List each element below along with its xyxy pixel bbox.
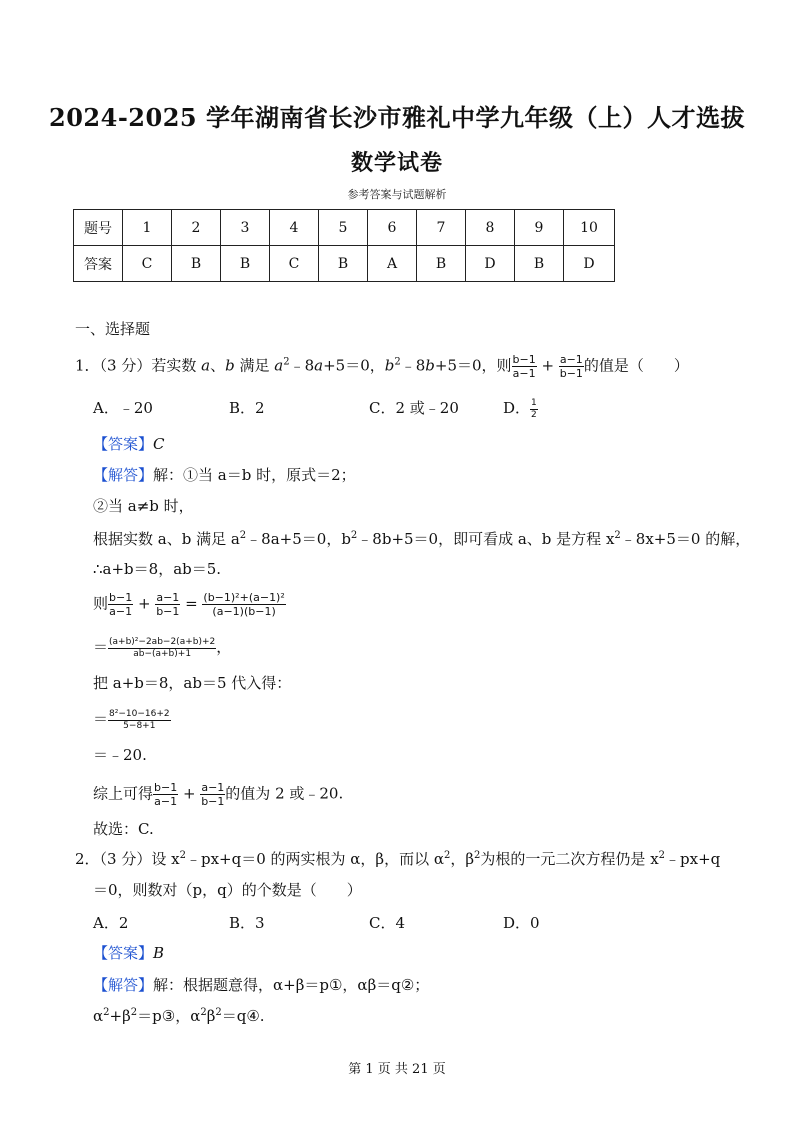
- var: b: [384, 356, 395, 375]
- numerator: b−1: [109, 591, 133, 604]
- answer-value: B: [153, 944, 165, 962]
- answer-table-cell: 7: [417, 210, 466, 246]
- numerator: a−1: [559, 353, 583, 366]
- solution-label: 【解答】: [93, 466, 154, 484]
- solution-line: [93, 636, 231, 659]
- answer-table-cell: C: [123, 246, 172, 282]
- exponent: 2: [239, 530, 247, 541]
- var: a: [314, 356, 324, 375]
- text: ﹣8: [289, 356, 315, 375]
- denominator: ab−(a+b)+1: [133, 648, 192, 659]
- answer-table-cell: B: [319, 246, 368, 282]
- numerator: a−1: [156, 591, 180, 604]
- answer-table-cell: 4: [270, 210, 319, 246]
- denominator: a−1: [512, 367, 536, 380]
- answer-table-cell: 6: [368, 210, 417, 246]
- fraction: [512, 354, 537, 379]
- fraction: [108, 592, 133, 617]
- answer-table: [73, 209, 615, 282]
- answer-table-cell: 3: [221, 210, 270, 246]
- page-footer: 第 1 页 共 21 页: [348, 1062, 446, 1077]
- solution-line: [93, 1005, 265, 1027]
- text: ＝p③，α: [137, 1007, 201, 1025]
- exam-title-line1: 2024-2025 学年湖南省长沙市雅礼中学九年级（上）人才选拔: [49, 103, 745, 132]
- text: ﹣8b+5＝0，即可看成 a、b 是方程 x: [357, 530, 615, 548]
- var: a: [274, 356, 284, 375]
- operator: ＝: [93, 710, 109, 728]
- answer-table-row-answers: [74, 246, 615, 282]
- question-2-options: [93, 912, 693, 936]
- text: β: [206, 1007, 216, 1025]
- option-b: B．2: [229, 399, 265, 417]
- exam-title-line2: 数学试卷: [350, 150, 443, 176]
- text: ，: [216, 638, 232, 656]
- text: 为根的一元二次方程仍是 x: [480, 850, 659, 868]
- answer-table-cell: D: [564, 246, 615, 282]
- solution-label: 【解答】: [93, 976, 154, 994]
- text: 根据实数 a、b 满足 a: [93, 530, 240, 548]
- operator: ＝: [93, 638, 109, 656]
- exponent: 2: [474, 850, 481, 861]
- solution-line: [93, 974, 429, 996]
- answer-table-cell: 8: [466, 210, 515, 246]
- var: b: [225, 356, 235, 375]
- text: 解：①当 a＝b 时，原式＝2；: [153, 466, 356, 484]
- exponent: 2: [103, 1007, 110, 1018]
- question-2-stem: [75, 848, 720, 870]
- numerator: b−1: [154, 781, 178, 794]
- question-number: 1．（3 分）若实数: [75, 356, 202, 375]
- exponent: 2: [614, 530, 621, 541]
- solution-line: [93, 528, 750, 550]
- text: 解：根据题意得，α+β＝p①，αβ＝q②；: [153, 976, 430, 994]
- numerator: 8²−10−16+2: [109, 708, 170, 719]
- fraction: [108, 638, 216, 659]
- option-b: B．3: [229, 914, 265, 932]
- numerator: (b−1)²+(a−1)²: [203, 591, 285, 604]
- exponent: 2: [350, 530, 358, 541]
- option-d: D．0: [503, 914, 540, 932]
- denominator: b−1: [201, 795, 225, 808]
- text: ﹣px+q＝0 的两实根为 α，β，而以 α: [185, 850, 444, 868]
- answer-table-header: 答案: [74, 246, 123, 282]
- answer-table-cell: B: [515, 246, 564, 282]
- solution-line: [93, 464, 356, 486]
- fraction: [200, 782, 225, 807]
- question-1-stem: [75, 354, 689, 379]
- text: 综上可得: [93, 784, 154, 803]
- text: ﹣8x+5＝0 的解，: [620, 530, 751, 548]
- answer-table-cell: B: [417, 246, 466, 282]
- text: 2．（3 分）设 x: [75, 850, 180, 868]
- option-c: C．4: [369, 914, 406, 932]
- fraction: [155, 592, 180, 617]
- text: 则: [93, 594, 109, 613]
- denominator: a−1: [109, 605, 133, 618]
- denominator: a−1: [154, 795, 178, 808]
- text: 的值是（ ）: [583, 356, 689, 375]
- answer-table-cell: 1: [123, 210, 172, 246]
- var: a: [201, 356, 211, 375]
- text: +5＝0，则: [434, 356, 512, 375]
- exponent: 2: [283, 356, 290, 368]
- fraction: [153, 782, 178, 807]
- exponent: 2: [179, 850, 186, 861]
- option-a: A．2: [93, 914, 129, 932]
- numerator: a−1: [201, 781, 225, 794]
- numerator: 1: [531, 397, 537, 408]
- exponent: 2: [658, 850, 666, 861]
- exponent: 2: [443, 850, 451, 861]
- text: α: [93, 1007, 104, 1025]
- text: 满足: [234, 356, 275, 375]
- solution-line: [93, 782, 343, 807]
- answer-table-cell: 5: [319, 210, 368, 246]
- answer-table-cell: D: [466, 246, 515, 282]
- fraction: [559, 354, 584, 379]
- answer-table-cell: B: [221, 246, 270, 282]
- numerator: (a+b)²−2ab−2(a+b)+2: [109, 636, 216, 647]
- text: ﹣8a+5＝0，b: [246, 530, 351, 548]
- answer-table-cell: C: [270, 246, 319, 282]
- answer-table-cell: 9: [515, 210, 564, 246]
- denominator: 2: [531, 409, 537, 420]
- operator: +: [133, 594, 156, 613]
- denominator: (a−1)(b−1): [212, 605, 276, 618]
- operator: +: [536, 356, 559, 375]
- text: +β: [109, 1007, 131, 1025]
- operator: +: [178, 784, 201, 803]
- option-c: C．2 或﹣20: [369, 399, 459, 417]
- text: ﹣px+q: [665, 850, 721, 868]
- question-1-answer: [93, 433, 165, 455]
- option-a: A．﹣20: [93, 399, 153, 417]
- answer-table-cell: 10: [564, 210, 615, 246]
- text: ，β: [450, 850, 475, 868]
- exponent: 2: [130, 1007, 138, 1018]
- fraction: [530, 399, 538, 420]
- answer-label: 【答案】: [93, 944, 154, 962]
- operator: =: [180, 594, 203, 613]
- solution-line: [93, 708, 171, 731]
- section-heading: 一、选择题: [75, 320, 151, 338]
- answer-table-header: 题号: [74, 210, 123, 246]
- solution-line: [93, 592, 286, 617]
- solution-line: ＝﹣20.: [93, 746, 147, 764]
- denominator: b−1: [559, 367, 583, 380]
- answer-value: C: [153, 435, 165, 453]
- fraction: [202, 592, 285, 617]
- text: 、: [210, 356, 226, 375]
- fraction: [108, 710, 171, 731]
- question-2-answer: [93, 942, 164, 964]
- answer-label: 【答案】: [93, 435, 154, 453]
- exponent: 2: [200, 1007, 207, 1018]
- exam-subtitle: 参考答案与试题解析: [347, 188, 447, 201]
- answer-table-cell: B: [172, 246, 221, 282]
- solution-line: ②当 a≠b 时，: [93, 497, 194, 515]
- text: +5＝0，: [323, 356, 385, 375]
- answer-table-cell: 2: [172, 210, 221, 246]
- question-1-options: [93, 397, 693, 423]
- text: ﹣8: [400, 356, 426, 375]
- denominator: 5−8+1: [123, 720, 156, 731]
- answer-table-cell: A: [368, 246, 417, 282]
- text: ＝q④.: [221, 1007, 265, 1025]
- var: b: [425, 356, 435, 375]
- text: 的值为 2 或﹣20.: [225, 784, 344, 803]
- option-d-label: D．: [503, 399, 531, 417]
- denominator: b−1: [156, 605, 180, 618]
- solution-line: 故选：C.: [93, 820, 154, 838]
- question-2-stem-cont: ＝0，则数对（p，q）的个数是（ ）: [93, 881, 362, 899]
- solution-line: ∴a+b＝8，ab＝5.: [93, 560, 222, 578]
- numerator: b−1: [512, 353, 536, 366]
- exponent: 2: [215, 1007, 222, 1018]
- exponent: 2: [394, 356, 401, 368]
- answer-table-row-numbers: [74, 210, 615, 246]
- option-d: [503, 397, 538, 420]
- solution-line: 把 a+b＝8，ab＝5 代入得：: [93, 674, 292, 692]
